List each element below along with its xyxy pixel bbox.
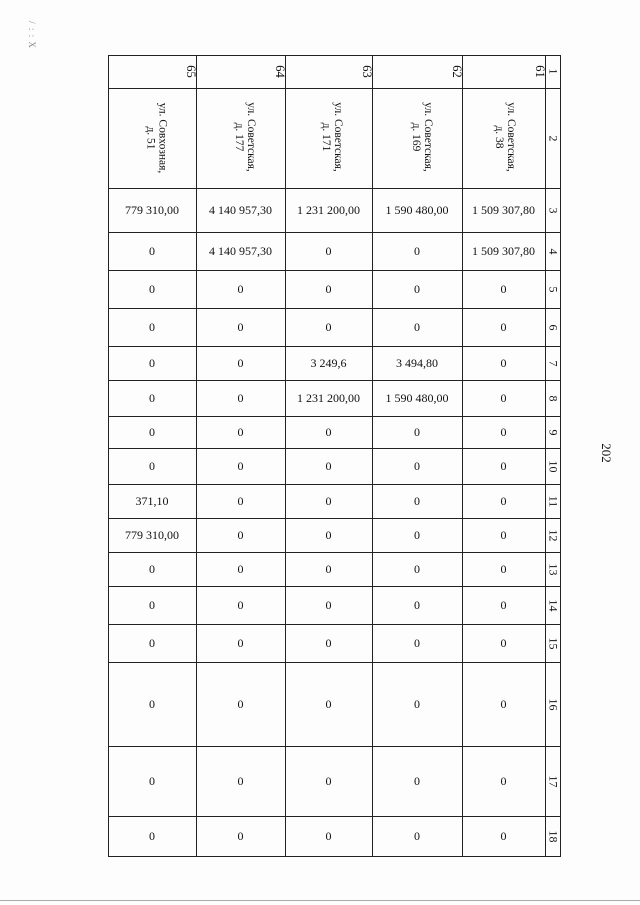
table-cell: 0 — [414, 281, 420, 296]
table-cell: 0 — [149, 635, 155, 650]
table-cell: 0 — [414, 424, 420, 439]
table-cell: 0 — [500, 355, 507, 370]
table-cell: 0 — [149, 281, 155, 296]
table-cell: 0 — [414, 828, 420, 843]
column-number: 6 — [546, 324, 560, 330]
table-row-line — [108, 856, 560, 857]
column-number: 18 — [546, 830, 560, 842]
table-cell: 1 590 480,00 — [385, 202, 449, 217]
table-cell: 1 590 480,00 — [385, 390, 449, 405]
table-cell: 0 — [414, 773, 420, 788]
table-cell: 0 — [149, 390, 155, 405]
table-cell: 0 — [500, 281, 507, 296]
table-cell: 0 — [237, 635, 244, 650]
table-cell: 1 509 307,80 — [472, 243, 535, 258]
table-cell: 4 140 957,30 — [209, 202, 272, 217]
column-number: 4 — [546, 248, 560, 254]
table-cell: 0 — [325, 243, 332, 258]
table-cell: 0 — [325, 319, 332, 334]
object-number: 65 — [183, 65, 198, 78]
column-number: 16 — [546, 698, 560, 710]
table-cell: 0 — [414, 527, 420, 542]
column-number: 12 — [546, 529, 560, 541]
table-cell: 0 — [325, 696, 332, 711]
table-cell: 0 — [414, 597, 420, 612]
table-cell: 0 — [414, 458, 420, 473]
object-address: ул. Совхозная, д. 51 — [143, 102, 168, 173]
table-cell: 0 — [237, 527, 244, 542]
column-number: 10 — [546, 460, 560, 472]
table-cell: 1 231 200,00 — [297, 202, 360, 217]
table-cell: 0 — [149, 561, 155, 576]
table-cell: 0 — [149, 243, 155, 258]
page-bottom-rule — [0, 900, 640, 901]
table-cell: 0 — [325, 281, 332, 296]
object-address: ул. Советская, д. 169 — [409, 102, 434, 172]
table-cell: 0 — [325, 424, 332, 439]
table-cell: 0 — [500, 390, 507, 405]
column-number: 7 — [546, 360, 560, 366]
table-row-line — [108, 88, 560, 89]
table-cell: 0 — [325, 493, 332, 508]
column-number: 13 — [546, 563, 560, 575]
table-cell: 0 — [149, 458, 155, 473]
table-cell: 0 — [500, 773, 507, 788]
table-cell: 0 — [237, 828, 244, 843]
column-number: 11 — [545, 495, 560, 507]
table-cell: 0 — [325, 773, 332, 788]
table-row-line — [108, 55, 560, 56]
table-cell: 0 — [237, 355, 244, 370]
table-cell: 0 — [325, 527, 332, 542]
object-number: 63 — [359, 65, 374, 78]
object-number: 61 — [532, 65, 547, 78]
object-number: 64 — [272, 65, 287, 78]
table-cell: 0 — [149, 319, 155, 334]
table-cell: 3 249,6 — [310, 355, 347, 370]
table-cell: 0 — [500, 527, 507, 542]
table-cell: 0 — [414, 635, 420, 650]
column-number: 17 — [546, 775, 560, 787]
table-cell: 0 — [500, 828, 507, 843]
table-cell: 0 — [500, 635, 507, 650]
table-cell: 4 140 957,30 — [209, 243, 272, 258]
table-cell: 0 — [325, 828, 332, 843]
table-column-line — [545, 55, 546, 857]
table-cell: 0 — [237, 561, 244, 576]
column-number: 15 — [546, 637, 560, 649]
table-cell: 779 310,00 — [125, 527, 179, 542]
table-cell: 371,10 — [135, 493, 169, 508]
table-cell: 0 — [149, 696, 155, 711]
table-cell: 0 — [500, 319, 507, 334]
page-number: 202 — [598, 443, 614, 463]
table-column-line — [560, 55, 561, 857]
table-cell: 0 — [500, 424, 507, 439]
column-number: 2 — [546, 135, 560, 141]
table-cell: 779 310,00 — [125, 202, 179, 217]
table-cell: 0 — [414, 319, 420, 334]
margin-mark: / : : X — [26, 21, 37, 49]
table-cell: 0 — [500, 493, 507, 508]
table-cell: 0 — [237, 281, 244, 296]
table-cell: 0 — [149, 828, 155, 843]
object-address: ул. Советская, д. 171 — [319, 102, 344, 172]
table-cell: 0 — [149, 424, 155, 439]
table-cell: 0 — [237, 424, 244, 439]
object-address: ул. Советская, д. 38 — [492, 102, 517, 172]
table-cell: 0 — [414, 243, 420, 258]
column-number: 14 — [546, 599, 560, 611]
table-cell: 0 — [237, 773, 244, 788]
table-cell: 0 — [149, 773, 155, 788]
object-address: ул. Советская, д. 177 — [232, 102, 257, 172]
table-cell: 1 509 307,80 — [472, 202, 535, 217]
table-cell: 0 — [325, 561, 332, 576]
table-cell: 0 — [149, 597, 155, 612]
table-cell: 0 — [237, 597, 244, 612]
table-cell: 0 — [237, 493, 244, 508]
table-cell: 0 — [414, 696, 420, 711]
table-cell: 0 — [500, 597, 507, 612]
column-number: 3 — [546, 207, 560, 213]
column-number: 9 — [546, 429, 560, 435]
table-cell: 0 — [414, 493, 420, 508]
table-cell: 3 494,80 — [396, 355, 438, 370]
table-cell: 0 — [325, 635, 332, 650]
table-cell: 1 231 200,00 — [297, 390, 360, 405]
table-cell: 0 — [237, 319, 244, 334]
table-cell: 0 — [414, 561, 420, 576]
column-number: 8 — [546, 395, 560, 401]
table-cell: 0 — [500, 696, 507, 711]
table-cell: 0 — [500, 561, 507, 576]
table-cell: 0 — [237, 696, 244, 711]
column-number: 5 — [546, 286, 560, 292]
table-cell: 0 — [149, 355, 155, 370]
column-number: 1 — [546, 68, 560, 75]
table-cell: 0 — [325, 597, 332, 612]
table-cell: 0 — [237, 390, 244, 405]
table-cell: 0 — [237, 458, 244, 473]
object-number: 62 — [449, 65, 464, 78]
table-cell: 0 — [500, 458, 507, 473]
table-cell: 0 — [325, 458, 332, 473]
